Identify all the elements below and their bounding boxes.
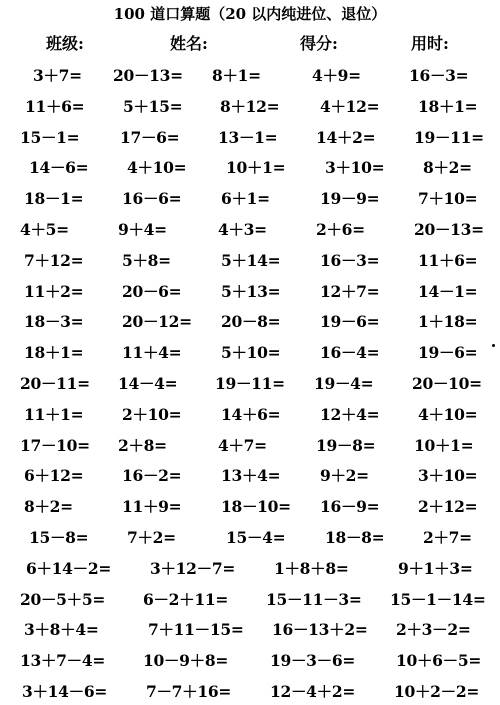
problem: 8＋2= bbox=[24, 497, 73, 517]
problem: 17－10= bbox=[20, 435, 90, 455]
problem: 13＋7－4= bbox=[20, 651, 106, 671]
problem: 20－13= bbox=[113, 66, 183, 85]
problem: 3＋12－7= bbox=[150, 558, 236, 578]
margin-dot bbox=[492, 344, 495, 347]
problem: 7＋10= bbox=[418, 189, 478, 209]
problem: 17－6= bbox=[120, 127, 180, 147]
problem: 14－6= bbox=[29, 158, 89, 178]
problem: 10＋1= bbox=[414, 435, 474, 455]
problem: 19－11= bbox=[215, 374, 285, 393]
problem: 6＋1= bbox=[221, 189, 270, 209]
problem: 14－4= bbox=[118, 374, 178, 393]
problem: 12＋7= bbox=[320, 281, 380, 301]
problem: 9＋2= bbox=[320, 466, 369, 486]
problem: 4＋9= bbox=[312, 66, 361, 85]
problem: 15－11－3= bbox=[266, 589, 362, 609]
problem: 16－2= bbox=[122, 466, 182, 486]
problem: 3＋8＋4= bbox=[24, 620, 99, 640]
problem: 6－2＋11= bbox=[143, 589, 229, 609]
problem: 7＋12= bbox=[24, 250, 84, 270]
problem: 6＋14－2= bbox=[26, 558, 112, 578]
problem: 10＋6－5= bbox=[396, 651, 482, 671]
problem: 4＋10= bbox=[418, 404, 478, 424]
problem: 16－4= bbox=[320, 343, 380, 363]
problem: 19－11= bbox=[414, 127, 484, 147]
problem: 16－3= bbox=[409, 66, 469, 85]
problem: 8＋2= bbox=[423, 158, 472, 178]
problem: 2＋7= bbox=[423, 528, 472, 547]
problem: 2＋8= bbox=[118, 435, 167, 455]
problem: 18＋1= bbox=[24, 343, 84, 363]
problem: 9＋1＋3= bbox=[398, 558, 473, 578]
problem: 4＋7= bbox=[218, 435, 267, 455]
problem: 15－4= bbox=[226, 528, 286, 547]
problem: 14＋6= bbox=[221, 404, 281, 424]
problem: 18－1= bbox=[24, 189, 84, 209]
problem: 8＋1= bbox=[212, 66, 261, 85]
problem: 20－13= bbox=[414, 220, 484, 239]
score-label: 得分: bbox=[300, 34, 338, 53]
problem: 4＋10= bbox=[127, 158, 187, 178]
problem: 20－6= bbox=[122, 281, 182, 301]
problem: 11＋9= bbox=[122, 497, 182, 517]
problem: 20－5＋5= bbox=[20, 589, 106, 609]
problem: 9＋4= bbox=[118, 220, 167, 239]
problem: 3＋10= bbox=[325, 158, 385, 178]
problem: 18－8= bbox=[325, 528, 385, 547]
problem: 7＋11－15= bbox=[148, 620, 244, 640]
problem: 11＋1= bbox=[24, 404, 84, 424]
problem: 20－12= bbox=[122, 312, 192, 332]
problem: 5＋15= bbox=[123, 96, 183, 116]
problem: 13－1= bbox=[218, 127, 278, 147]
problem: 5＋14= bbox=[221, 250, 281, 270]
problem: 2＋6= bbox=[316, 220, 365, 239]
problem: 2＋3－2= bbox=[396, 620, 471, 640]
problem: 1＋18= bbox=[418, 312, 478, 332]
name-label: 姓名: bbox=[170, 34, 208, 53]
worksheet-title: 100 道口算题（20 以内纯进位、退位） bbox=[113, 5, 387, 23]
problem: 7－7＋16= bbox=[146, 682, 232, 701]
problem: 11＋6= bbox=[418, 250, 478, 270]
problem: 5＋10= bbox=[221, 343, 281, 363]
problem: 3＋10= bbox=[418, 466, 478, 486]
time-label: 用时: bbox=[411, 34, 449, 53]
problem: 2＋12= bbox=[418, 497, 478, 517]
problem: 18－10= bbox=[221, 497, 291, 517]
problem: 16－6= bbox=[122, 189, 182, 209]
problem: 10＋2－2= bbox=[394, 682, 480, 701]
problem: 2＋10= bbox=[122, 404, 182, 424]
problem: 19－4= bbox=[314, 374, 374, 393]
problem: 4＋12= bbox=[320, 96, 380, 116]
problem: 3＋14－6= bbox=[22, 682, 108, 701]
problem: 4＋3= bbox=[218, 220, 267, 239]
problem: 10－9＋8= bbox=[143, 651, 229, 671]
problem: 15－8= bbox=[29, 528, 89, 547]
problem: 12－4＋2= bbox=[270, 682, 356, 701]
problem: 4＋5= bbox=[20, 220, 69, 239]
problem: 19－6= bbox=[418, 343, 478, 363]
problem: 20－11= bbox=[20, 374, 90, 393]
problem: 15－1= bbox=[20, 127, 80, 147]
problem: 3＋7= bbox=[33, 66, 82, 85]
problem: 19－9= bbox=[320, 189, 380, 209]
problem: 5＋13= bbox=[221, 281, 281, 301]
problem: 18－3= bbox=[24, 312, 84, 332]
problem: 18＋1= bbox=[418, 96, 478, 116]
problem: 11＋6= bbox=[25, 96, 85, 116]
problem: 13＋4= bbox=[221, 466, 281, 486]
problem: 16－13＋2= bbox=[272, 620, 368, 640]
problem: 20－10= bbox=[412, 374, 482, 393]
problem: 19－3－6= bbox=[270, 651, 356, 671]
problem: 8＋12= bbox=[220, 96, 280, 116]
problem: 12＋4= bbox=[320, 404, 380, 424]
problem: 1＋8＋8= bbox=[274, 558, 349, 578]
problem: 19－8= bbox=[316, 435, 376, 455]
problem: 20－8= bbox=[221, 312, 281, 332]
problem: 15－1－14= bbox=[390, 589, 486, 609]
problem: 7＋2= bbox=[127, 528, 176, 547]
problem: 14＋2= bbox=[316, 127, 376, 147]
problem: 14－1= bbox=[418, 281, 478, 301]
problem: 11＋4= bbox=[122, 343, 182, 363]
problem: 10＋1= bbox=[226, 158, 286, 178]
problem: 16－3= bbox=[320, 250, 380, 270]
class-label: 班级: bbox=[46, 34, 84, 53]
problem: 5＋8= bbox=[122, 250, 171, 270]
problem: 16－9= bbox=[320, 497, 380, 517]
problem: 19－6= bbox=[320, 312, 380, 332]
problem: 11＋2= bbox=[24, 281, 84, 301]
problem: 6＋12= bbox=[24, 466, 84, 486]
